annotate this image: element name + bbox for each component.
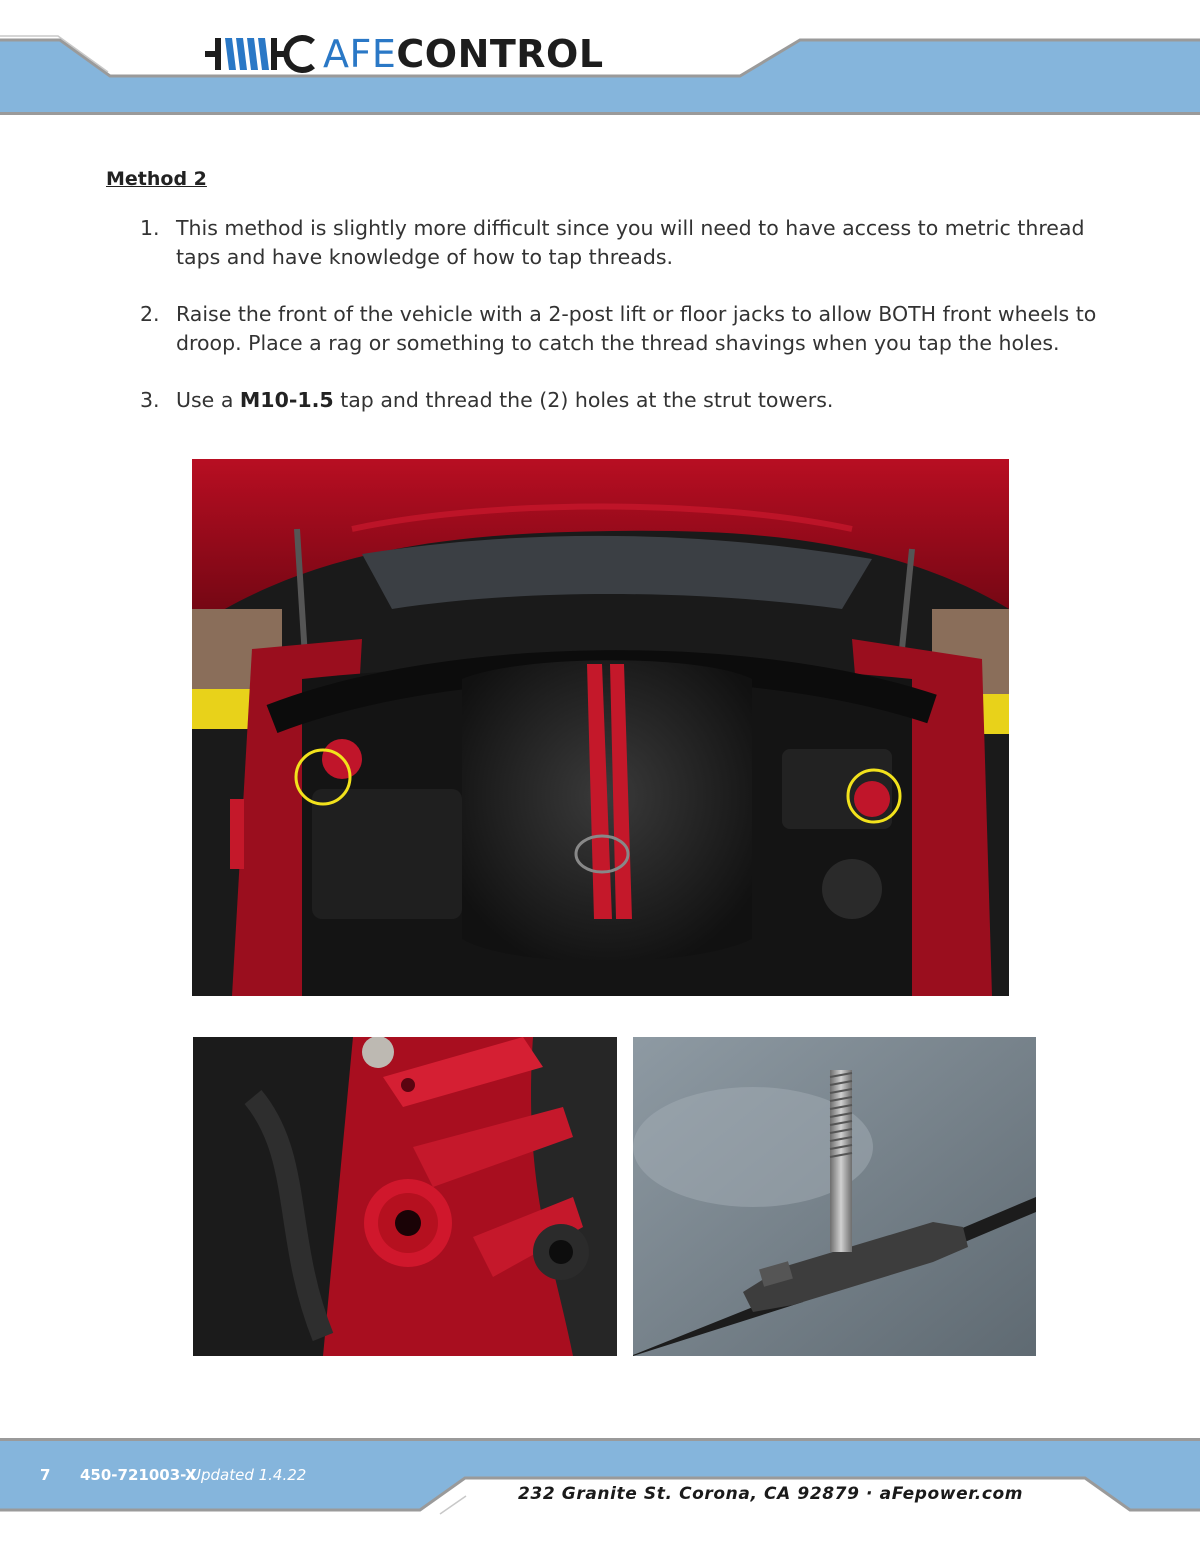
logo-mark-icon xyxy=(205,34,317,74)
step-text xyxy=(176,386,1100,415)
page-header xyxy=(0,0,1200,115)
instruction-step-3 xyxy=(140,386,1100,415)
instruction-step-2 xyxy=(140,300,1100,358)
updated-date: Updated 1.4.22 xyxy=(190,1466,307,1484)
engine-bay-photo xyxy=(192,459,1009,996)
logo-control-text: CONTROL xyxy=(396,32,604,76)
instruction-list xyxy=(140,214,1100,443)
step-text: Raise the front of the vehicle with a 2-post lift or floor jacks to allow BOTH front wheels to droop. Place a rag or something to catch the thread shavings when you tap the holes. xyxy=(176,302,1097,355)
part-number: 450-721003-X xyxy=(80,1466,197,1484)
logo-afe-text: AFE xyxy=(323,32,397,76)
tap-and-wrench-photo xyxy=(633,1037,1036,1356)
afe-control-logo xyxy=(205,32,604,76)
instruction-step-1 xyxy=(140,214,1100,272)
tap-size-text: M10-1.5 xyxy=(239,388,334,412)
step-text: This method is slightly more difficult since you will need to have access to metric thread taps and have knowledge of how to tap threads. xyxy=(176,216,1085,269)
company-address: 232 Granite St. Corona, CA 92879 · aFepower.com xyxy=(518,1484,1024,1504)
step-number: 2. xyxy=(140,302,160,326)
method-heading: Method 2 xyxy=(106,168,207,190)
step-number: 3. xyxy=(140,388,160,412)
step-number: 1. xyxy=(140,216,160,240)
step-text-before: Use a xyxy=(176,388,240,412)
strut-tower-hole-photo xyxy=(193,1037,617,1356)
page-number: 7 xyxy=(40,1466,51,1484)
step-text-after: tap and thread the (2) holes at the strut towers. xyxy=(333,388,834,412)
